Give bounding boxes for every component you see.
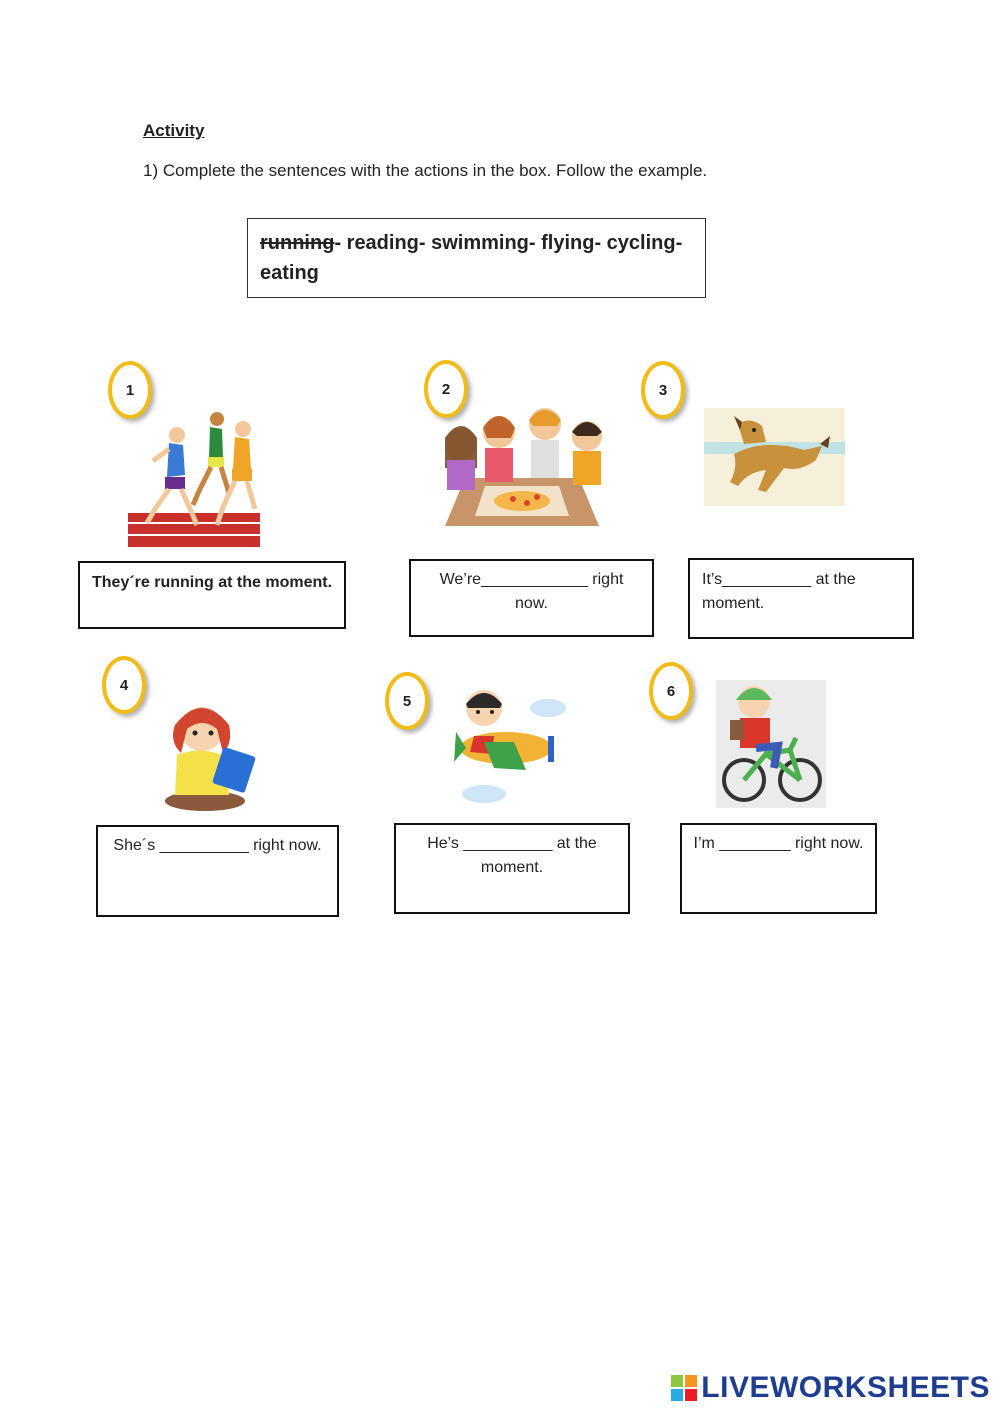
runners-illustration <box>125 405 265 550</box>
example-word: running <box>260 232 335 254</box>
number-badge-3: 3 <box>641 361 685 419</box>
brand-name: LIVEWORKSHEETS <box>701 1371 990 1404</box>
number-badge-2: 2 <box>424 360 468 418</box>
dog-swimming-illustration <box>704 408 845 506</box>
number-badge-5: 5 <box>385 672 429 730</box>
number-badge-1: 1 <box>108 361 152 419</box>
kids-eating-pizza-illustration <box>437 398 607 528</box>
boy-flying-plane-illustration <box>444 682 568 806</box>
answer-box-6: I’m ________ right now. <box>680 823 877 914</box>
answer-box-5: He’s __________ at the moment. <box>394 823 630 914</box>
answer-box-3: It’s__________ at the moment. <box>688 558 914 639</box>
answer-box-2: We’re____________ right now. <box>409 559 654 637</box>
word-list: - reading- swimming- flying- cycling- eating <box>260 232 683 284</box>
instruction-text: 1) Complete the sentences with the actions in the box. Follow the example. <box>143 161 708 180</box>
answer-box-4: She´s __________ right now. <box>96 825 339 917</box>
activity-heading: Activity <box>143 121 205 140</box>
answer-box-1: They´re running at the moment. <box>78 561 346 629</box>
number-badge-6: 6 <box>649 662 693 720</box>
girl-reading-illustration <box>147 695 257 815</box>
boy-cycling-illustration <box>716 680 826 808</box>
number-badge-4: 4 <box>102 656 146 714</box>
word-box <box>247 218 706 298</box>
liveworksheets-logo-icon <box>671 1375 697 1401</box>
liveworksheets-brand <box>671 1371 990 1405</box>
